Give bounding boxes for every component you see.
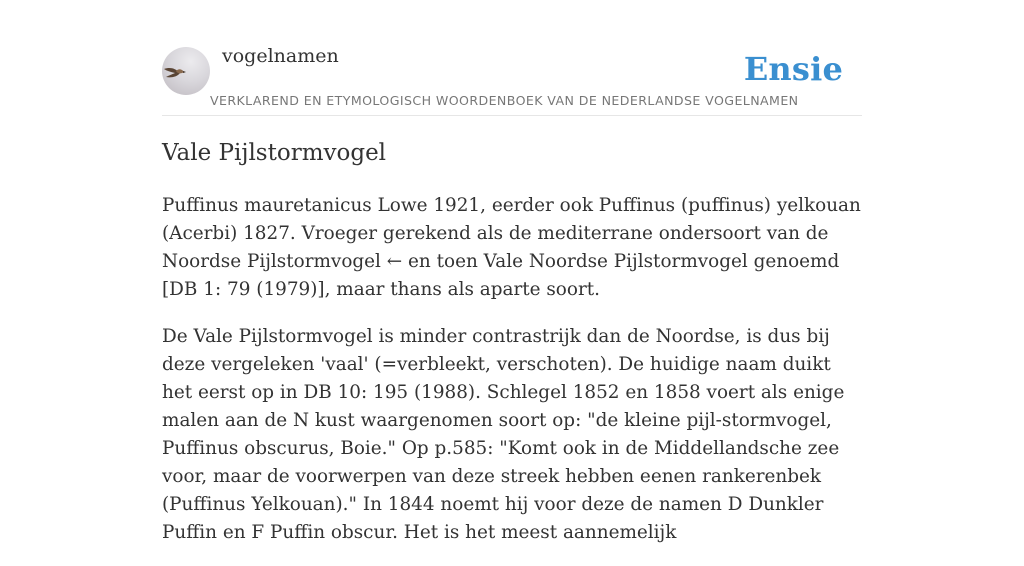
entry-body [162, 192, 862, 566]
avatar[interactable] [162, 47, 210, 95]
entry-paragraph: De Vale Pijlstormvogel is minder contrastrijk dan de Noordse, is dus bij deze vergeleken 'vaal' (=verbleekt, verschoten). De huidige naam duikt het eerst op in DB 10: 195 (1988). Schlegel 1852 en 1858 voert als enige malen aan de N kust waargenomen soort op: "de kleine pijl-stormvogel, Puffinus obscurus, Boie." Op p.585: "Komt ook in de Middellandsche zee voor, maar de voorwerpen van deze streek hebben eenen rankerenbek (Puffinus Yelkouan)." In 1844 noemt hij voor deze de namen D Dunkler Puffin en F Puffin obscur. Het is het meest aannemelijk [162, 326, 845, 543]
site-tagline: VERKLAREND EN ETYMOLOGISCH WOORDENBOEK VAN DE NEDERLANDSE VOGELNAMEN [210, 93, 799, 108]
entry-paragraph: Puffinus mauretanicus Lowe 1921, eerder ook Puffinus (puffinus) yelkouan (Acerbi) 1827. Vroeger gerekend als de mediterrane ondersoort van de Noordse Pijlstormvogel ← en toen Vale Noordse Pijlstormvogel genoemd [DB 1: 79 (1979)], maar thans als aparte soort. [162, 195, 861, 300]
ensie-logo[interactable]: Ensie [743, 50, 843, 88]
page-title: Vale Pijlstormvogel [162, 140, 387, 166]
bird-icon [162, 47, 210, 95]
site-name[interactable]: vogelnamen [222, 45, 339, 67]
site-header [162, 40, 862, 116]
